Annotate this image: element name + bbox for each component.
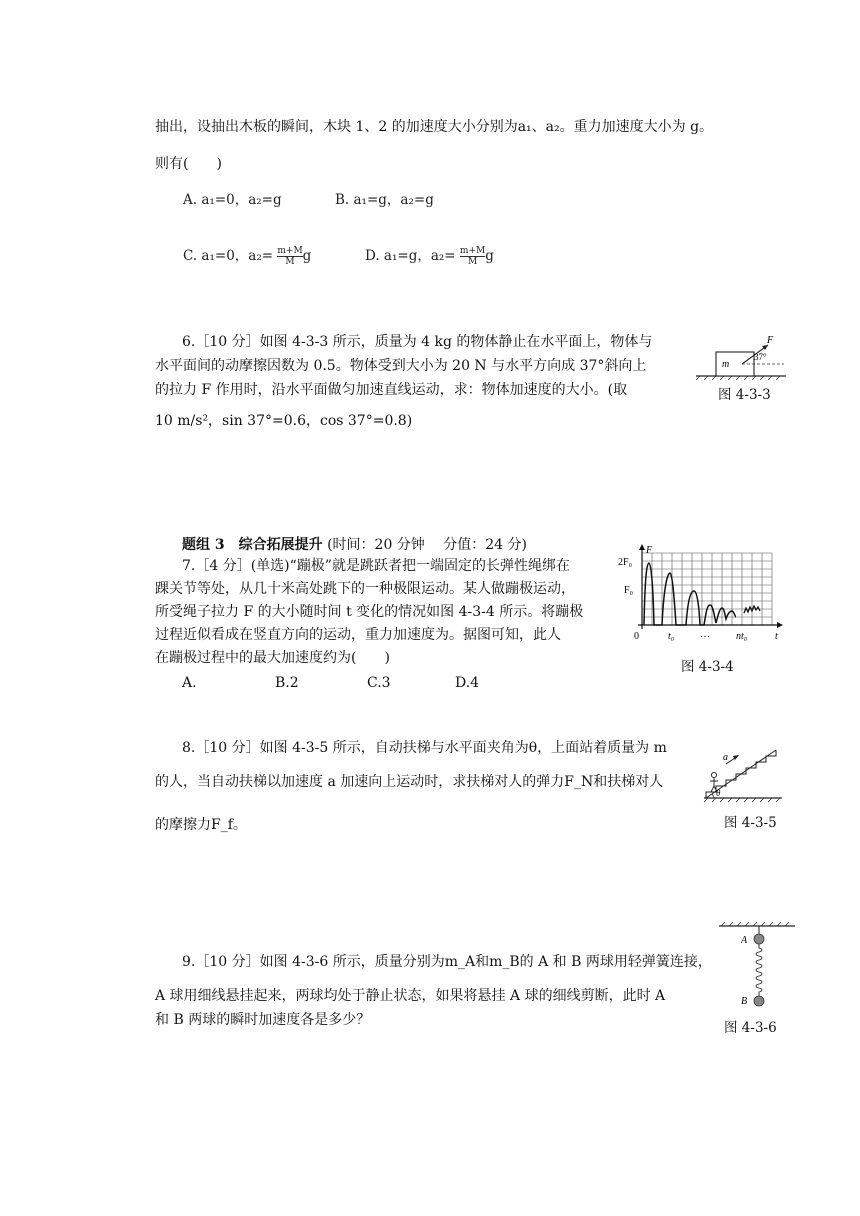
person-head <box>711 772 716 777</box>
mass-label: m <box>722 359 730 370</box>
q7-line3: 所受绳子拉力 F 的大小随时间 t 变化的情况如图 4-3-4 所示。将蹦极 <box>155 604 584 620</box>
x-tick-t0: t₀ <box>668 631 675 642</box>
spring <box>756 944 762 996</box>
q7-line5: 在蹦极过程中的最大加速度约为( ) <box>155 650 390 666</box>
q8-line1: 8.［10 分］如图 4-3-5 所示，自动扶梯与水平面夹角为θ，上面站着质量为 m <box>182 740 667 756</box>
q8-line3: 的摩擦力F_f。 <box>155 817 247 833</box>
y-label-f0: F₀ <box>624 585 634 596</box>
y-label-2f0: 2F₀ <box>618 557 633 568</box>
angle-label: 37° <box>754 352 767 362</box>
q7-line4: 过程近似看成在竖直方向的运动，重力加速度为。据图可知，此人 <box>155 627 561 643</box>
fraction-denominator: M <box>285 257 295 267</box>
ball-b-label: B <box>741 996 748 1007</box>
y-axis-arrow <box>639 544 645 550</box>
q5-option-d-text: D. a₁=g，a₂= <box>365 248 456 264</box>
q9-line3: 和 B 两球的瞬时加速度各是多少？ <box>155 1012 371 1028</box>
q6-line3: 的拉力 F 作用时，沿水平面做匀加速直线运动，求：物体加速度的大小。(取 <box>155 382 628 398</box>
figure-4-3-5-caption: 图 4-3-5 <box>724 815 777 831</box>
fraction-numerator: m+M <box>277 246 303 256</box>
figure-4-3-5 <box>702 740 784 804</box>
q7-line1: 7.［4 分］(单选)“蹦极”就是跳跃者把一端固定的长弹性绳绑在 <box>182 558 570 574</box>
q9-line1: 9.［10 分］如图 4-3-6 所示，质量分别为m_A和m_B的 A 和 B 两球用轻弹簧连接， <box>182 954 712 970</box>
q5-option-c-text: C. a₁=0，a₂= <box>183 248 274 264</box>
q7-line2: 踝关节等处，从几十米高处跳下的一种极限运动。某人做蹦极运动， <box>155 581 575 597</box>
q7-option-a: A. <box>182 675 197 691</box>
q5-option-c-fraction <box>277 246 302 267</box>
q7-option-c: C.3 <box>367 675 391 691</box>
figure-4-3-3 <box>692 334 788 380</box>
q7-option-b: B.2 <box>275 675 299 691</box>
q5-line2: 则有( ) <box>155 156 222 172</box>
fraction-denominator: M <box>467 257 478 267</box>
figure-4-3-6-caption: 图 4-3-6 <box>724 1020 777 1036</box>
graph-grid <box>642 553 772 625</box>
q5-option-b: B. a₁=g，a₂=g <box>335 192 434 208</box>
x-axis-label: t <box>775 631 778 642</box>
q5-option-d <box>365 244 494 267</box>
ball-a-label: A <box>741 935 748 946</box>
fraction-suffix: g <box>485 248 494 264</box>
origin-label: 0 <box>634 631 639 642</box>
fraction-suffix: g <box>302 248 312 264</box>
group3-meta: (时间：20 分钟 分值：24 分) <box>327 537 527 553</box>
q5-option-a: A. a₁=0，a₂=g <box>183 192 282 208</box>
q5-option-c <box>183 244 311 267</box>
group3-title: 题组 3 综合拓展提升 <box>182 537 323 553</box>
q9-line2: A 球用细线悬挂起来，两球均处于静止状态，如果将悬挂 A 球的细线剪断，此时 A <box>155 988 666 1004</box>
q5-line1: 抽出，设抽出木板的瞬间，木块 1、2 的加速度大小分别为a₁、a₂。重力加速度大小为 g。 <box>155 119 714 135</box>
force-label: F <box>767 335 774 346</box>
ball-b <box>754 996 764 1006</box>
acceleration-label: a <box>723 752 728 763</box>
q6-line1: 6.［10 分］如图 4-3-3 所示，质量为 4 kg 的物体静止在水平面上，物体与 <box>182 334 653 350</box>
q7-option-d: D.4 <box>455 675 480 691</box>
x-tick-nt0: nt₀ <box>736 631 748 642</box>
q6-line2: 水平面间的动摩擦因数为 0.5。物体受到大小为 20 N 与水平方向成 37°斜向上 <box>155 358 647 374</box>
q5-option-d-fraction <box>460 246 485 267</box>
figure-4-3-3-caption: 图 4-3-3 <box>718 387 771 403</box>
group3-heading <box>182 535 527 555</box>
q8-line2: 的人，当自动扶梯以加速度 a 加速向上运动时，求扶梯对人的弹力F_N和扶梯对人 <box>155 774 664 790</box>
ball-a <box>754 934 764 944</box>
ground-hatch <box>696 376 780 380</box>
y-axis-label: F <box>646 545 653 556</box>
x-tick-ellipsis: … <box>700 629 710 640</box>
fraction-numerator: m+M <box>459 246 486 256</box>
figure-4-3-4-graph <box>616 543 786 643</box>
figure-4-3-4-caption: 图 4-3-4 <box>681 659 734 675</box>
x-axis-arrow <box>777 622 783 628</box>
angle-label: θ <box>716 788 721 798</box>
q6-line4: 10 m/s²，sin 37°=0.6，cos 37°=0.8) <box>155 413 413 429</box>
figure-4-3-6 <box>715 920 797 1012</box>
